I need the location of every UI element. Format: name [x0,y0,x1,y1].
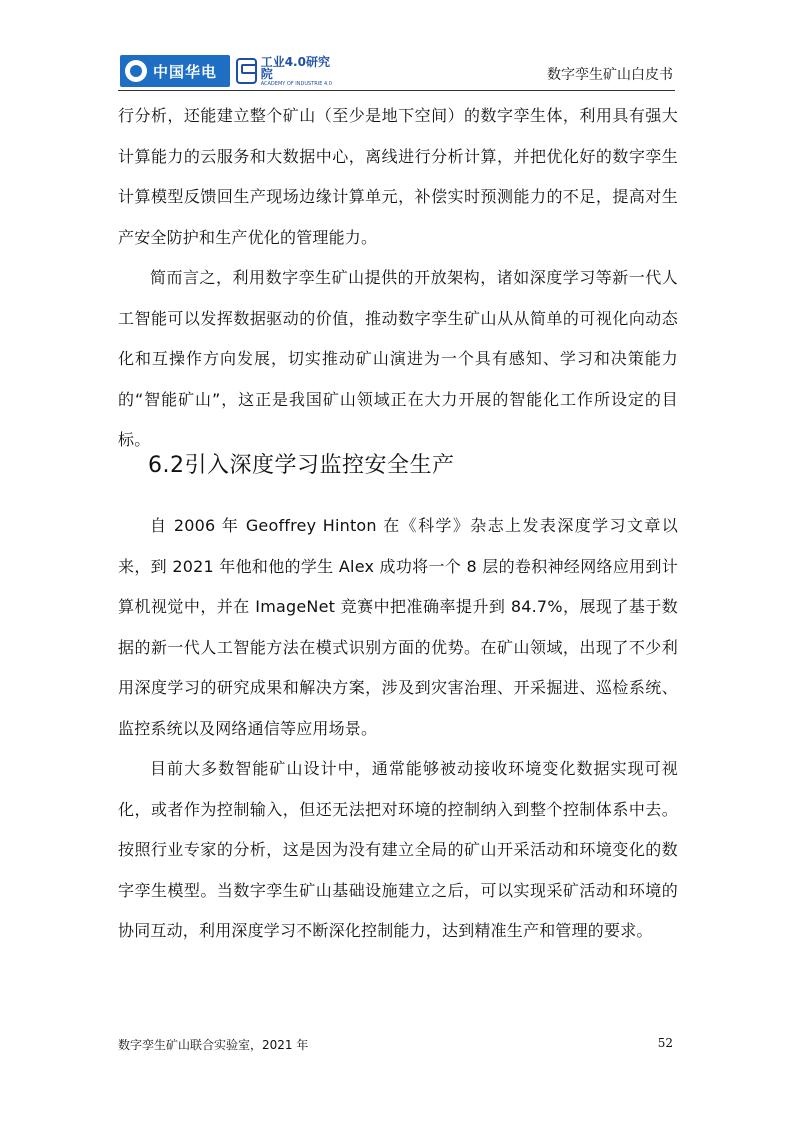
paragraph-3: 自 2006 年 Geoffrey Hinton 在《科学》杂志上发表深度学习文章以来，到 2021 年他和他的学生 Alex 成功将一个 8 层的卷积神经网络应用到计算机视觉中，并在 ImageNet 竞赛中把准确率提升到 84.7%，展现了基于数据的新一代人工智能方法在模式识别方面的优势。在矿山领域，出现了不少利用深度学习的研究成果和解决方案，涉及到灾害治理、开采掘进、巡检系统、监控系统以及网络通信等应用场景。 [118,516,678,738]
academy-logo-text: 工业4.0研究院 [260,54,330,81]
academy-logo-icon [236,58,257,84]
page-header [118,52,675,92]
header-divider [118,90,675,91]
huadian-logo-text: 中国华电 [153,62,218,81]
body-text-top [118,96,678,461]
body-text-bottom [118,506,678,952]
document-title: 数字孪生矿山白皮书 [547,67,673,83]
academy-logo [236,55,336,87]
paragraph-1: 行分析，还能建立整个矿山（至少是地下空间）的数字孪生体，利用具有强大计算能力的云服务和大数据中心，离线进行分析计算，并把优化好的数字孪生计算模型反馈回生产现场边缘计算单元，补偿实时预测能力的不足，提高对生产安全防护和生产优化的管理能力。 [118,106,678,247]
paragraph-4: 目前大多数智能矿山设计中，通常能够被动接收环境变化数据实现可视化，或者作为控制输入，但还无法把对环境的控制纳入到整个控制体系中去。按照行业专家的分析，这是因为没有建立全局的矿山开采活动和环境变化的数字孪生模型。当数字孪生矿山基础设施建立之后，可以实现采矿活动和环境的协同互动，利用深度学习不断深化控制能力，达到精准生产和管理的要求。 [118,759,678,940]
footer-credit: 数字孪生矿山联合实验室，2021 年 [118,1038,309,1052]
academy-logo-subtext: ACADEMY OF INDUSTRIE 4.0 [260,80,332,87]
huadian-logo [120,55,230,87]
page-number: 52 [657,1036,673,1050]
paragraph-2: 简而言之，利用数字孪生矿山提供的开放架构，诸如深度学习等新一代人工智能可以发挥数据驱动的价值，推动数字孪生矿山从从简单的可视化向动态化和互操作方向发展，切实推动矿山演进为一个具有感知、学习和决策能力的“智能矿山”，这正是我国矿山领域正在大力开展的智能化工作所设定的目标。 [118,268,678,449]
section-heading: 6.2引入深度学习监控安全生产 [148,453,455,478]
huadian-logo-icon [125,60,147,82]
